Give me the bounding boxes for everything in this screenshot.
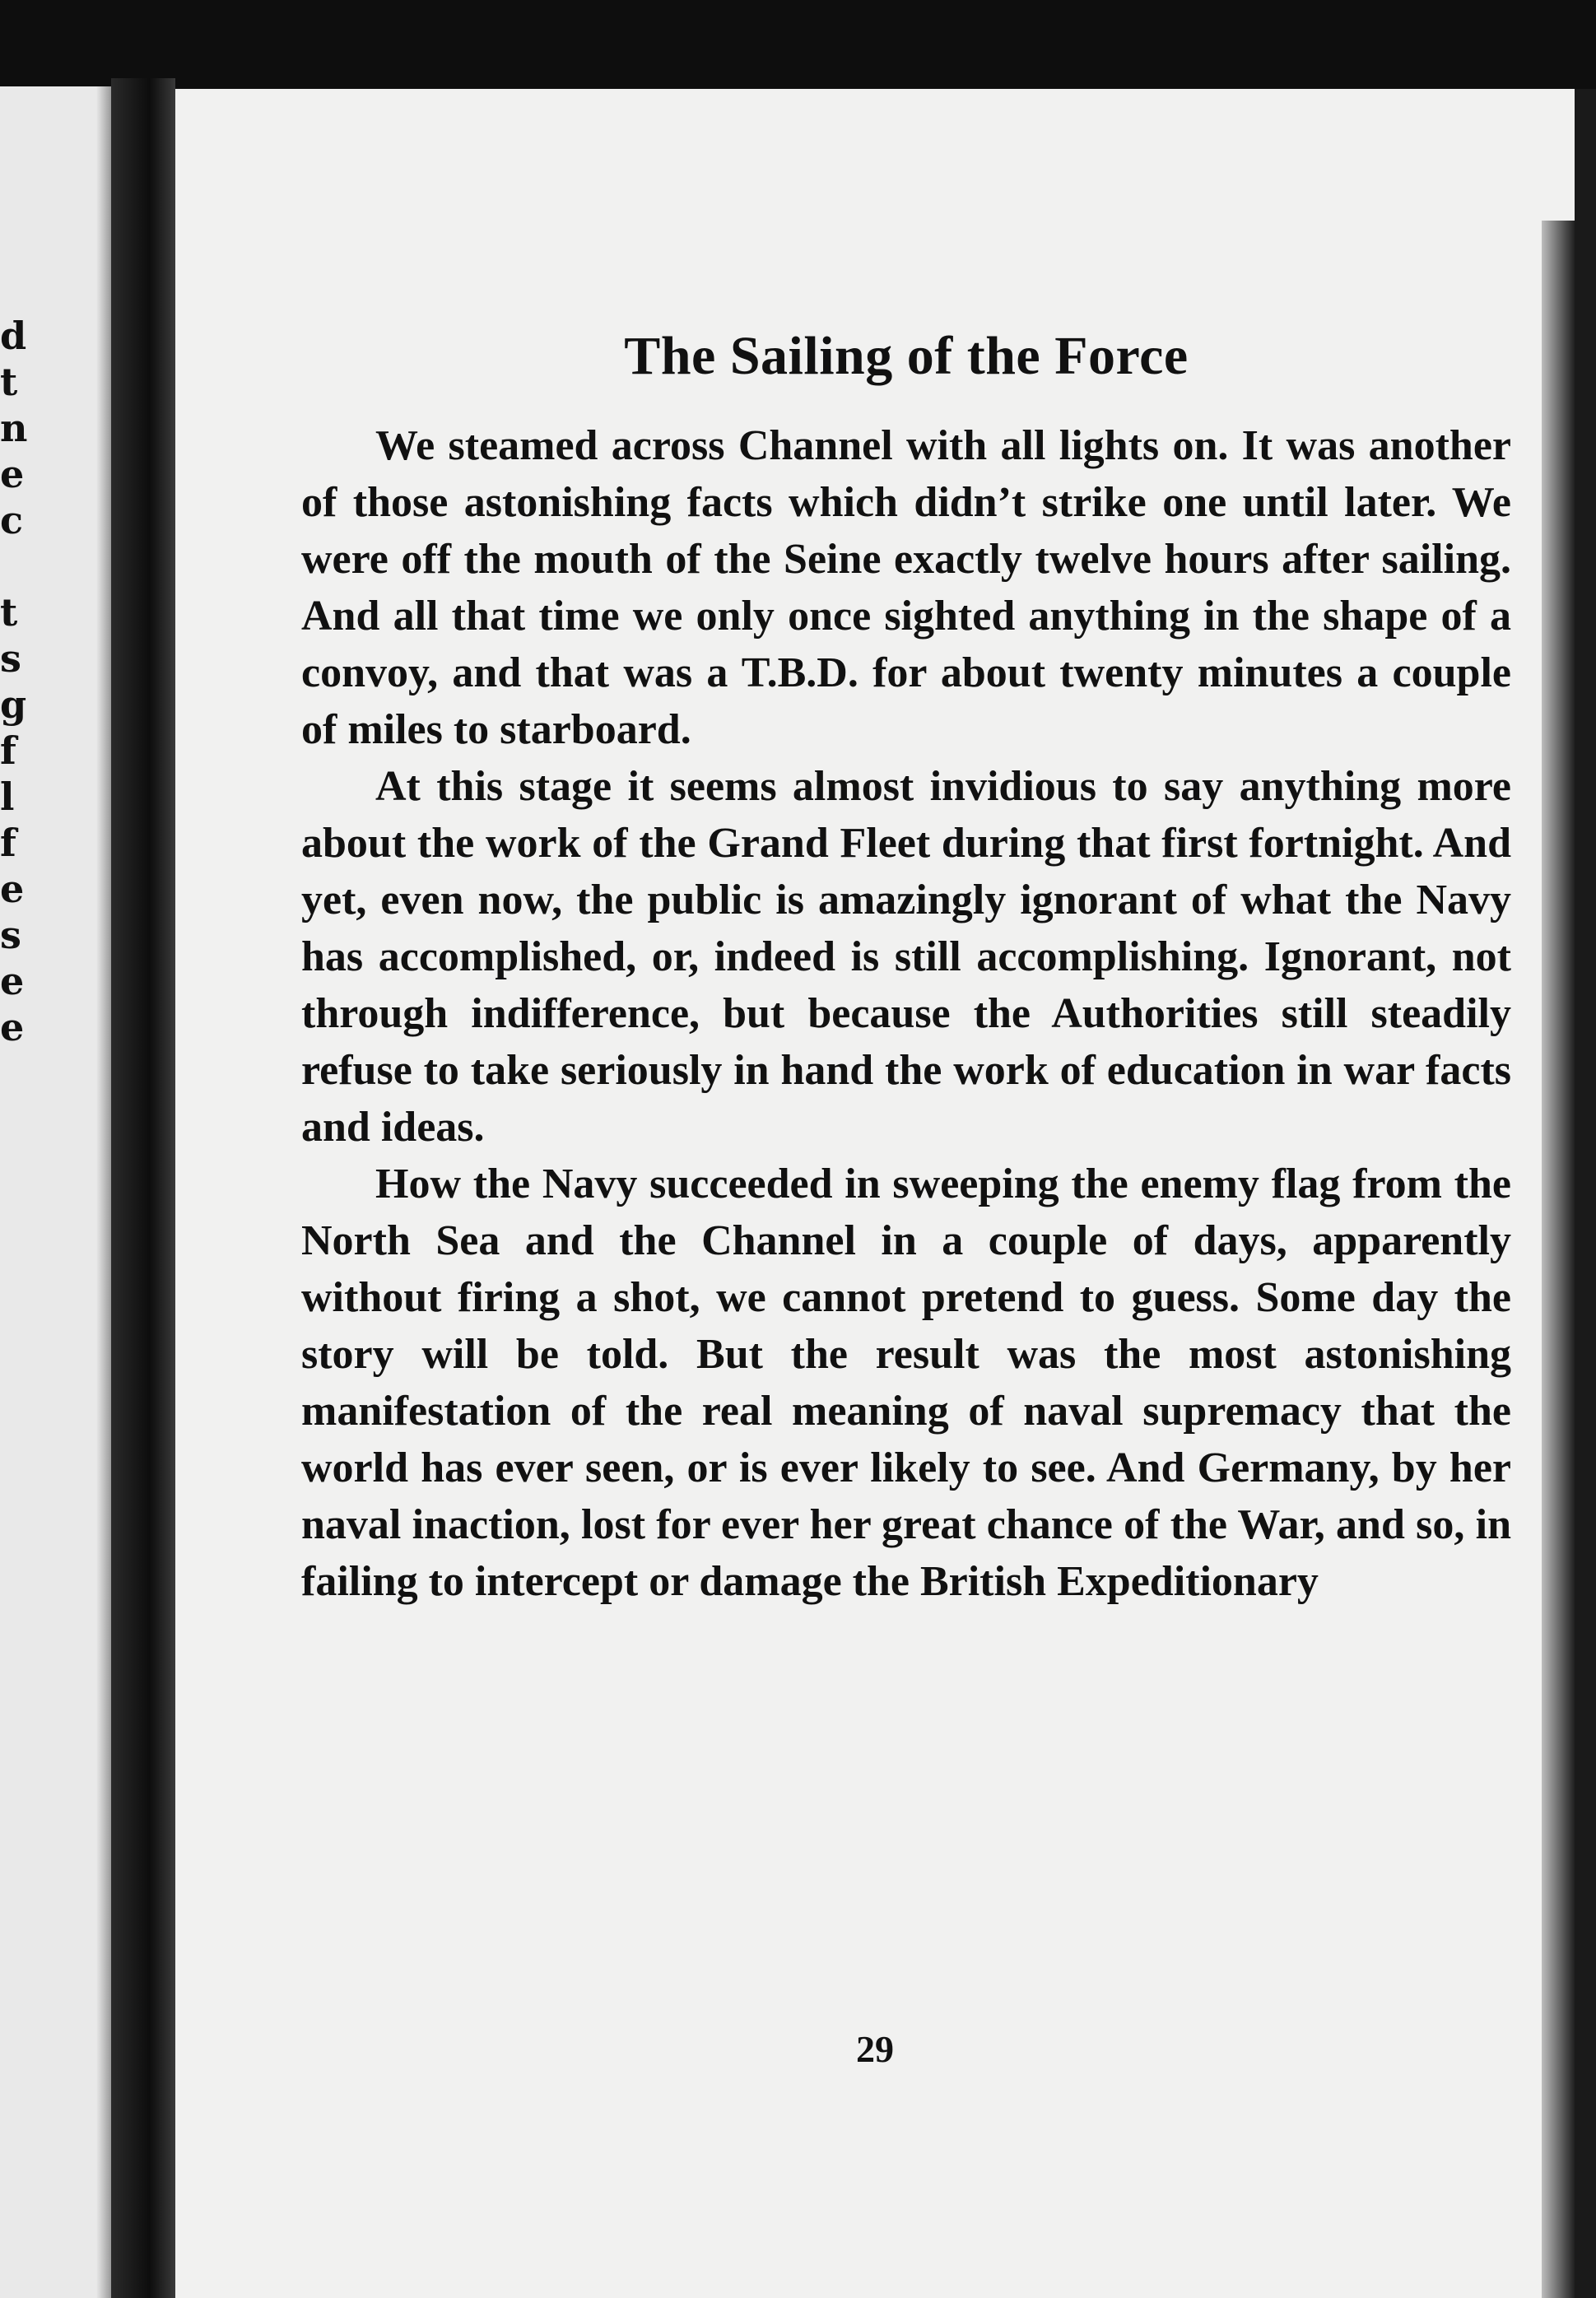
right-page-edge-shadow — [1542, 221, 1575, 2298]
book-gutter — [111, 78, 175, 2298]
main-page — [175, 89, 1575, 2298]
left-fragment: e — [0, 1005, 25, 1049]
left-fragment: t — [0, 590, 18, 635]
left-fragment: e — [0, 959, 25, 1003]
left-page-edge-shadow — [96, 86, 111, 2298]
paragraph-1: We steamed across Channel with all lights on. It was another of those astonishing facts which didn’t strike one until later. We were off the mouth of the Seine exactly twelve hours after sailing. And all that time we only once sighted anything in the shape of a convoy, and that was a T.B.D. for about twenty minutes a couple of miles to starboard. — [301, 422, 1511, 753]
left-fragment: t — [0, 360, 18, 404]
left-fragment: f — [0, 728, 16, 773]
left-fragment: e — [0, 452, 25, 496]
left-fragment: f — [0, 821, 16, 865]
scan-top-border — [0, 0, 1596, 89]
page-text-block — [301, 323, 1511, 1610]
left-fragment: g — [0, 682, 27, 727]
left-fragment: c — [0, 498, 24, 542]
page-title: The Sailing of the Force — [624, 326, 1189, 386]
left-fragment: n — [0, 406, 28, 450]
left-fragment: e — [0, 867, 25, 911]
page-number: 29 — [856, 2028, 894, 2070]
left-fragment: l — [0, 775, 15, 819]
paragraph-2: At this stage it seems almost invidious to say anything more about the work of the Grand Fleet during that first fortnight. And yet, even now, the public is amazingly ignorant of what the Navy has accomplished, or, indeed is still accomplishing. Ignorant, not through indifference, but because the Authorities still steadily refuse to take seriously in hand the work of education in war facts and ideas. — [301, 763, 1511, 1151]
left-fragment: s — [0, 636, 21, 681]
left-fragment: d — [0, 314, 27, 358]
left-fragment — [0, 543, 41, 589]
paragraph-3: How the Navy succeeded in sweeping the enemy flag from the North Sea and the Channel in a couple of days, apparently without firing a shot, we cannot pretend to guess. Some day the story will be told. But the result was the most astonishing manifestation of the real meaning of naval supremacy that the world has ever seen, or is ever likely to see. And Germany, by her naval inaction, lost for ever her great chance of the War, and so, in failing to intercept or damage the British Expeditionary — [301, 1161, 1511, 1605]
adjacent-left-page — [0, 86, 111, 2298]
left-fragment: s — [0, 913, 21, 957]
left-page-text-fragments — [0, 313, 41, 1050]
